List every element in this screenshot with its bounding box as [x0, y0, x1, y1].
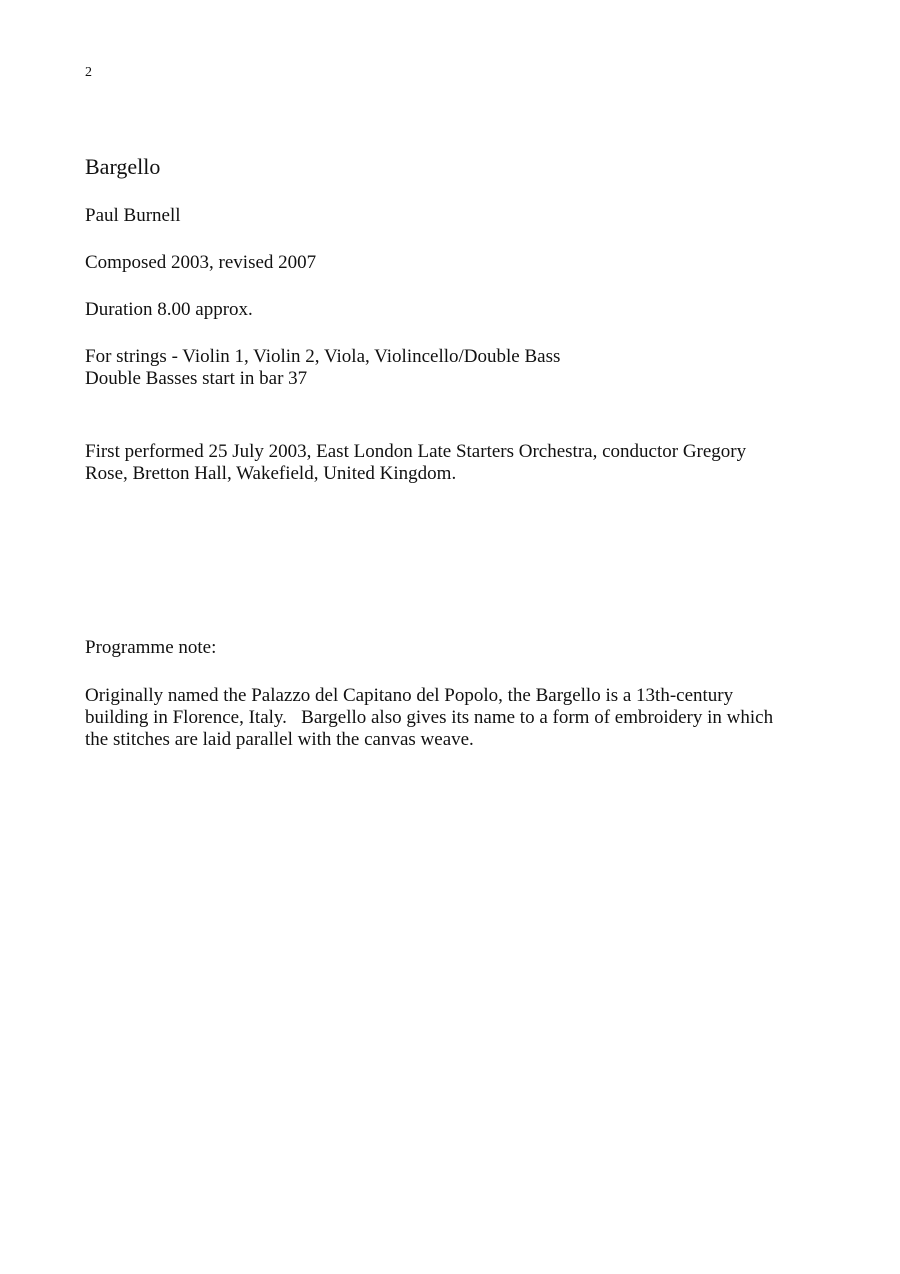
premiere-line: First performed 25 July 2003, East London Late Starters Orchestra, conductor Gregory [85, 441, 747, 462]
programme-note-line: Originally named the Palazzo del Capitano del Popolo, the Bargello is a 13th-century [85, 685, 734, 706]
instrumentation-line: For strings - Violin 1, Violin 2, Viola, Violincello/Double Bass [85, 346, 561, 367]
composition-dates: Composed 2003, revised 2007 [85, 252, 317, 273]
instrumentation-line: Double Basses start in bar 37 [85, 368, 308, 389]
piece-title: Bargello [85, 154, 161, 179]
programme-note-body [85, 685, 815, 751]
premiere-line: Rose, Bretton Hall, Wakefield, United Kingdom. [85, 463, 457, 484]
instrumentation [85, 346, 815, 390]
programme-note-heading: Programme note: [85, 637, 217, 658]
duration: Duration 8.00 approx. [85, 299, 253, 320]
page-number: 2 [85, 65, 92, 80]
composer-name: Paul Burnell [85, 205, 181, 226]
programme-note-line: building in Florence, Italy. Bargello also gives its name to a form of embroidery in which [85, 707, 774, 728]
programme-note-line: the stitches are laid parallel with the canvas weave. [85, 729, 474, 750]
premiere-info [85, 441, 815, 485]
